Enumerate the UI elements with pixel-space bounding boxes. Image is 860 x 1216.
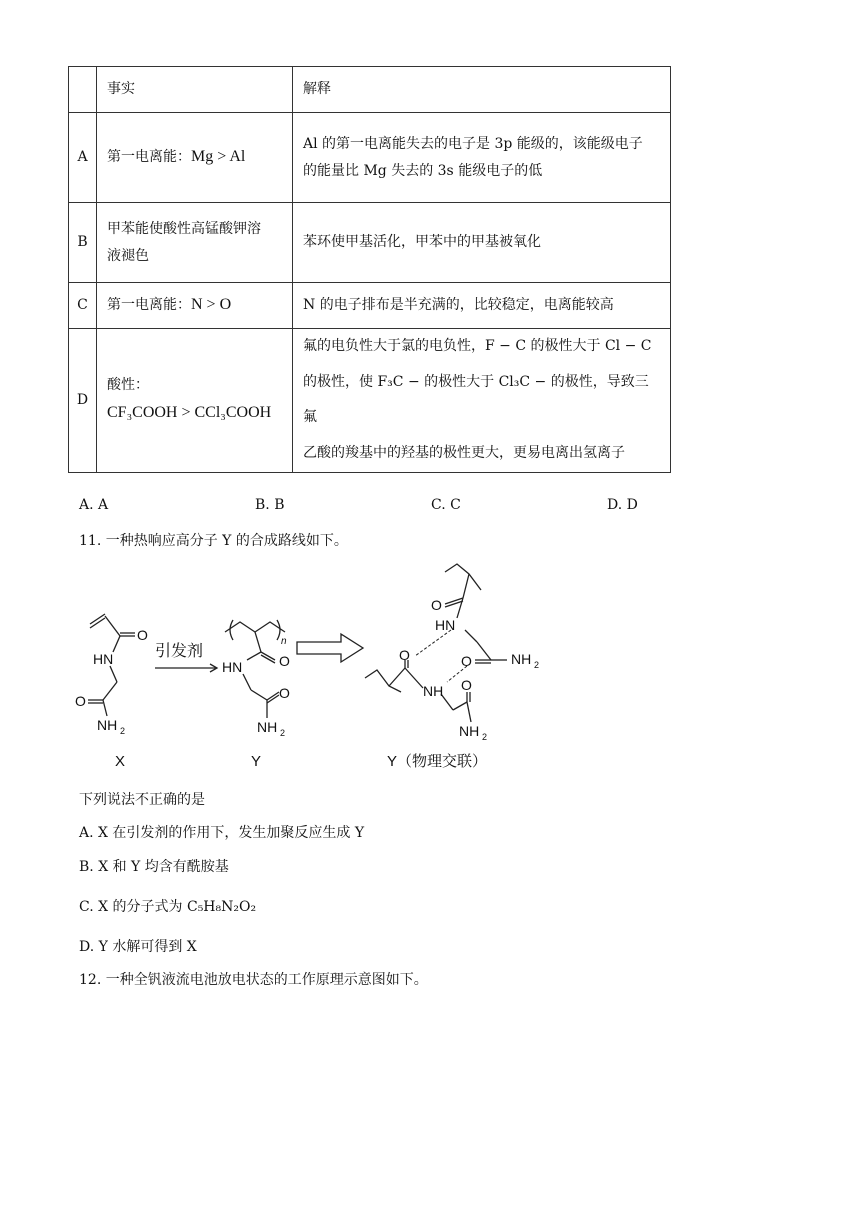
atom-label-hn: HN [435,617,456,633]
table-row [69,203,671,283]
explanation-line: 氟的电负性大于氯的电负性，F − C 的极性大于 Cl − C [303,338,652,354]
table-row [69,283,671,329]
initiator-label: 引发剂 [155,643,204,660]
table-header-row [69,67,671,113]
atom-label-o: O [461,653,472,669]
question-11-option-b: B. X 和 Y 均含有酰胺基 [79,859,229,875]
fact-cell [97,283,293,329]
subscript-2: 2 [120,726,126,736]
synthesis-scheme [75,560,635,780]
subscript-2: 2 [482,732,488,742]
fact-formula: N > O [191,296,232,314]
question-11-option-d: D. Y 水解可得到 X [79,939,197,955]
fact-prefix: 酸性： [107,376,149,393]
table-row [69,329,671,473]
question-12-stem: 12. 一种全钒液流电池放电状态的工作原理示意图如下。 [79,972,428,988]
header-blank [69,67,97,113]
choice-b: B. B [255,497,285,513]
choice-d: D. D [607,497,638,513]
atom-label-hn: HN [222,659,243,675]
option-label: C [69,283,97,329]
fact-prefix: 第一电离能： [107,149,191,166]
subscript-2: 2 [534,660,540,670]
fact-prefix: 第一电离能： [107,297,191,314]
fact-line: 甲苯能使酸性高锰酸钾溶 [107,220,261,237]
label-y: Y [251,753,262,770]
fact-cell [97,203,293,283]
explanation-line: 的能量比 Mg 失去的 3s 能级电子的低 [303,162,543,179]
option-label: A [69,113,97,203]
explanation-cell [293,329,671,473]
atom-label-o: O [399,647,410,663]
atom-label-nh2: NH [459,723,480,739]
fact-cell [97,113,293,203]
fact-line: 液褪色 [107,247,149,264]
question-11-option-a: A. X 在引发剂的作用下，发生加聚反应生成 Y [79,825,365,841]
choice-a: A. A [79,497,109,513]
explanation-cell [293,113,671,203]
atom-label-nh2: NH [257,719,278,735]
repeat-n: n [281,636,287,647]
question-10-table [68,66,671,473]
subscript-2: 2 [280,728,286,738]
atom-label-nh2: NH [97,717,118,733]
explanation-line: Al 的第一电离能失去的电子是 3p 能级的，该能级电子 [303,135,643,152]
table-row [69,113,671,203]
explanation-line: 乙酸的羧基中的羟基的极性更大，更易电离出氢离子 [303,445,625,462]
fact-cell [97,329,293,473]
atom-label-o: O [137,627,148,643]
question-10-choices [79,497,679,517]
atom-label-hn: HN [93,651,114,667]
option-label: B [69,203,97,283]
atom-label-o: O [461,677,472,693]
atom-label-nh2: NH [511,651,532,667]
atom-label-o: O [279,685,290,701]
option-label: D [69,329,97,473]
header-fact: 事实 [97,67,293,113]
fact-formula: CF₃COOH > CCl₃COOH [107,404,272,422]
question-11-prompt: 下列说法不正确的是 [79,792,205,808]
atom-label-nh: NH [423,683,444,699]
fact-formula: Mg > Al [191,148,246,166]
explanation-cell: 苯环使甲基活化，甲苯中的甲基被氧化 [293,203,671,283]
atom-label-o: O [431,597,442,613]
question-11-stem: 11. 一种热响应高分子 Y 的合成路线如下。 [79,533,348,549]
question-11-option-c: C. X 的分子式为 C₅H₈N₂O₂ [79,899,257,915]
choice-c: C. C [431,497,461,513]
explanation-line: 的极性，使 F₃C − 的极性大于 Cl₃C − 的极性，导致三氟 [303,373,649,426]
atom-label-o: O [279,653,290,669]
atom-label-o: O [75,693,86,709]
label-y-crosslinked: Y（物理交联） [387,753,488,770]
header-explanation: 解释 [293,67,671,113]
explanation-cell: N 的电子排布是半充满的，比较稳定，电离能较高 [293,283,671,329]
label-x: X [115,753,126,770]
